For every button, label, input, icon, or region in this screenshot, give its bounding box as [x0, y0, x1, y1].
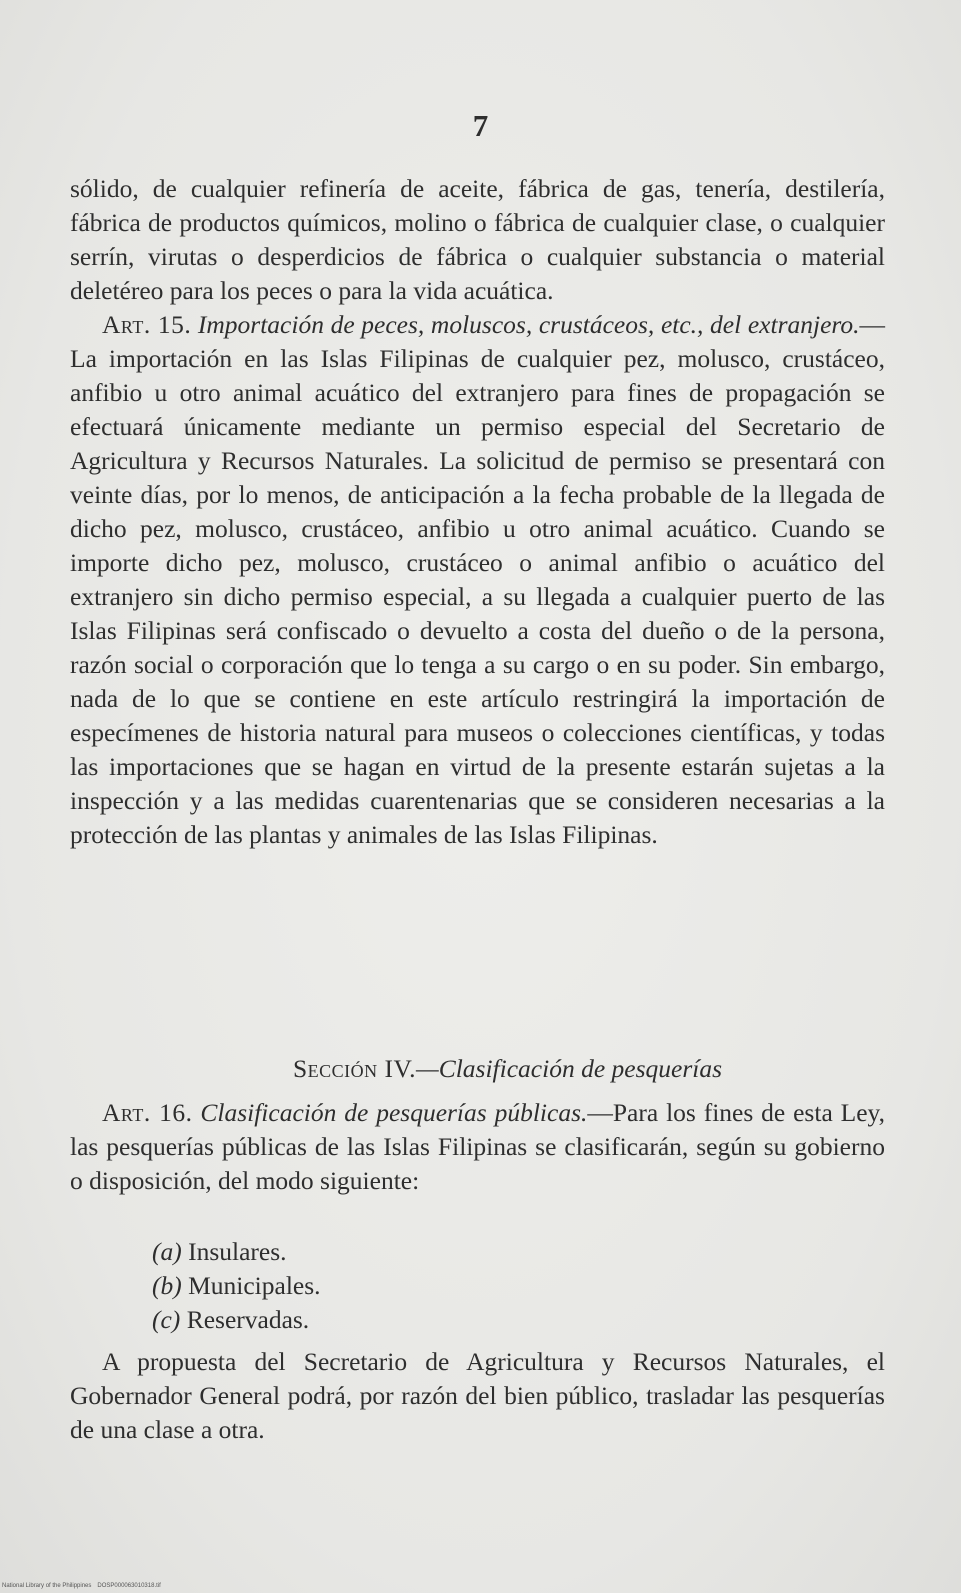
article-15-title: Importación de peces, moluscos, crustáceos, etc., del extranjero. — [197, 310, 860, 339]
article-15-body: —La importación en las Islas Filipinas de cualquier pez, molusco, crustáceo, anfibio u otro animal acuático del extranjero para fines de propagación se efectuará únicamente mediante un permiso especial del Secretario de Agricultura y Recursos Naturales. La solicitud de permiso se presentará con veinte días, por lo menos, de anticipación a la fecha probable de la llegada de dicho pez, molusco, crustáceo, anfibio u otro animal acuático. Cuando se importe dicho pez, molusco, crustáceo o animal anfibio o acuático del extranjero sin dicho permiso especial, a su llegada a cualquier puerto de las Islas Filipinas será confiscado o devuelto a costa del dueño o de la persona, razón social o corporación que lo tenga a su cargo o en su poder. Sin embargo, nada de lo que se contiene en este artículo restringirá la importación de especímenes de historia natural para museos o colecciones científicas, y todas las importaciones que se hagan en virtud de la presente estarán sujetas a la inspección y a las medidas cuarentenarias que se consideren necesarias a la protección de las plantas y animales de las Islas Filipinas. — [70, 310, 885, 849]
text-block-upper — [70, 172, 885, 852]
article-16-label: Art. 16. — [102, 1098, 193, 1127]
scan-footer — [2, 1583, 167, 1589]
article-15-label: Art. 15. — [102, 310, 192, 339]
list-text: Insulares. — [188, 1237, 287, 1266]
list-marker: (c) — [152, 1305, 181, 1334]
list-marker: (a) — [152, 1237, 182, 1266]
section-title: —Clasificación de pesquerías — [416, 1054, 723, 1083]
section-label: Sección IV. — [292, 1054, 417, 1083]
article-15 — [70, 308, 885, 852]
section-heading — [70, 1052, 885, 1086]
footer-library: National Library of the Philippines — [2, 1583, 92, 1589]
list-text: Reservadas. — [186, 1305, 310, 1334]
text-block-closing — [70, 1345, 885, 1447]
list-item — [152, 1303, 321, 1337]
closing-paragraph: A propuesta del Secretario de Agricultura y Recursos Naturales, el Gobernador General podrá, por razón del bien público, trasladar las pesquerías de una clase a otra. — [70, 1347, 885, 1444]
article-16 — [70, 1096, 885, 1198]
paragraph-continuation: sólido, de cualquier refinería de aceite, fábrica de gas, tenería, destilería, fábrica de productos químicos, molino o fábrica de cualquier clase, o cualquier serrín, virutas o desperdicios de fábrica o cualquier substancia o material deletéreo para los peces o para la vida acuática. — [70, 174, 885, 305]
article-16-body: —Para los fines de esta Ley, las pesquerías públicas de las Islas Filipinas se clasificarán, según su gobierno o disposición, del modo siguiente: — [70, 1098, 886, 1195]
list-item — [152, 1235, 321, 1269]
footer-code: DOSP000063010318.tif — [97, 1583, 161, 1589]
text-block-article-16 — [70, 1096, 885, 1198]
page-number: 7 — [472, 108, 489, 143]
list-item — [152, 1269, 321, 1303]
article-16-title: Clasificación de pesquerías públicas. — [200, 1098, 588, 1127]
classification-list — [152, 1235, 321, 1337]
list-marker: (b) — [152, 1271, 182, 1300]
list-text: Municipales. — [188, 1271, 321, 1300]
